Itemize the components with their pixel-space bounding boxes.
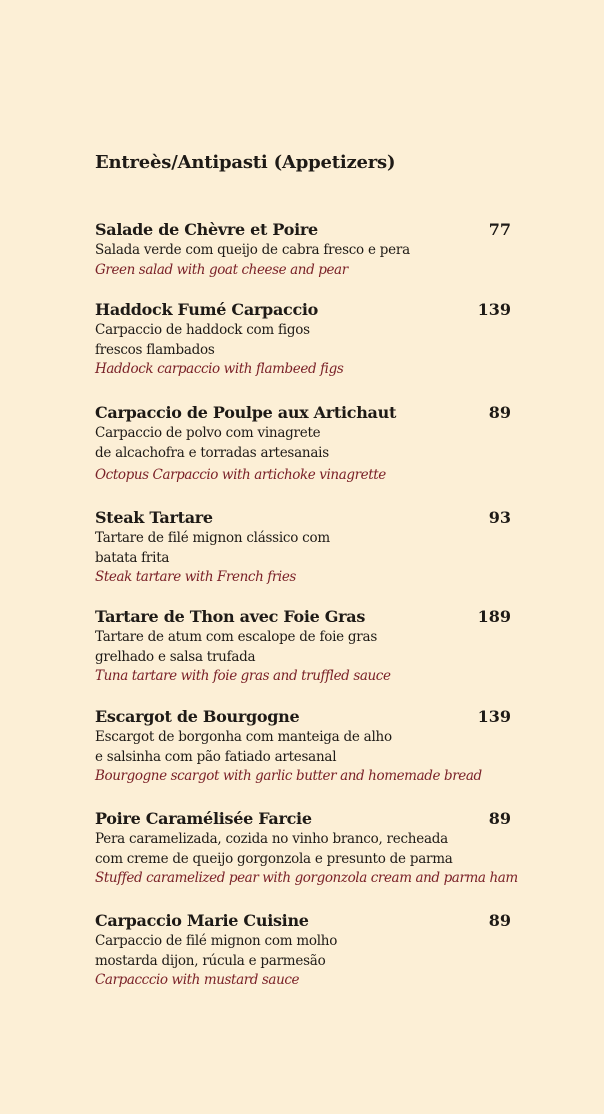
menu-item-name: Poire Caramélisée Farcie xyxy=(95,809,312,828)
menu-item-header xyxy=(95,507,511,529)
menu-item-haddock-fume-carpaccio xyxy=(95,299,511,380)
menu-item-price: 93 xyxy=(488,508,511,527)
menu-item-description-pt: Carpaccio de filé mignon com molho xyxy=(95,933,338,949)
menu-item-description-en: Stuffed caramelized pear with gorgonzola cream and parma ham xyxy=(95,870,518,886)
menu-item-escargot-bourgogne xyxy=(95,706,511,787)
menu-item-description-pt: mostarda dijon, rúcula e parmesão xyxy=(95,952,326,969)
menu-item-price: 77 xyxy=(488,220,511,239)
menu-item-header xyxy=(95,910,511,932)
menu-item-description-en: Green salad with goat cheese and pear xyxy=(95,261,348,278)
menu-item-description-pt: com creme de queijo gorgonzola e presunto de parma xyxy=(95,850,453,867)
menu-item-price: 139 xyxy=(477,707,511,726)
menu-item-description-en: Bourgogne scargot with garlic butter and homemade bread xyxy=(95,768,482,784)
menu-item-description-pt: Carpaccio de polvo com vinagrete xyxy=(95,425,321,441)
menu-item-name: Salade de Chèvre et Poire xyxy=(95,220,318,239)
menu-item-description-pt: Escargot de borgonha com manteiga de alho xyxy=(95,729,392,745)
menu-item-name: Steak Tartare xyxy=(95,508,213,527)
menu-item-price: 139 xyxy=(477,300,511,319)
menu-item-description-pt: de alcachofra e torradas artesanais xyxy=(95,444,329,461)
menu-item-header xyxy=(95,706,511,728)
menu-item-description-pt: Carpaccio de haddock com figos xyxy=(95,322,310,338)
menu-item-poire-caramelisee-farcie xyxy=(95,808,518,889)
section-title: Entreès/Antipasti (Appetizers) xyxy=(95,152,396,173)
menu-item-description-pt: batata frita xyxy=(95,549,170,566)
menu-item-description-pt: Tartare de filé mignon clássico com xyxy=(95,530,330,546)
menu-item-description-pt: Tartare de atum com escalope de foie gras xyxy=(95,629,377,645)
menu-item-price: 189 xyxy=(477,607,511,626)
menu-item-header xyxy=(95,606,511,628)
menu-item-description-en: Steak tartare with French fries xyxy=(95,569,296,585)
menu-item-name: Tartare de Thon avec Foie Gras xyxy=(95,607,366,626)
menu-item-price: 89 xyxy=(488,809,511,828)
menu-item-price: 89 xyxy=(488,403,511,422)
menu-item-salade-chevre-poire xyxy=(95,219,511,280)
menu-item-header xyxy=(95,219,511,241)
menu-item-name: Carpaccio Marie Cuisine xyxy=(95,911,309,930)
menu-item-name: Escargot de Bourgogne xyxy=(95,707,300,726)
menu-item-description-en: Octopus Carpaccio with artichoke vinagrette xyxy=(95,467,386,483)
menu-item-description-pt: Salada verde com queijo de cabra fresco e pera xyxy=(95,242,410,258)
menu-item-name: Carpaccio de Poulpe aux Artichaut xyxy=(95,403,397,422)
menu-item-tartare-thon-foie-gras xyxy=(95,606,511,687)
menu-item-header xyxy=(95,808,511,830)
menu-item-description-pt: grelhado e salsa trufada xyxy=(95,648,256,665)
menu-item-description-en: Carpacccio with mustard sauce xyxy=(95,972,300,988)
menu-item-price: 89 xyxy=(488,911,511,930)
menu-item-description-pt: Pera caramelizada, cozida no vinho branco, recheada xyxy=(95,831,448,847)
menu-item-steak-tartare xyxy=(95,507,511,588)
menu-item-description-en: Tuna tartare with foie gras and truffled sauce xyxy=(95,668,391,684)
menu-item-description-pt: frescos flambados xyxy=(95,341,215,358)
menu-item-description-en: Haddock carpaccio with flambeed figs xyxy=(95,361,344,377)
menu-item-header xyxy=(95,402,511,424)
menu-item-carpaccio-marie-cuisine xyxy=(95,910,511,991)
menu-item-name: Haddock Fumé Carpaccio xyxy=(95,300,319,319)
menu-item-header xyxy=(95,299,511,321)
menu-item-description-pt: e salsinha com pão fatiado artesanal xyxy=(95,748,337,765)
menu-item-carpaccio-poulpe xyxy=(95,402,511,486)
